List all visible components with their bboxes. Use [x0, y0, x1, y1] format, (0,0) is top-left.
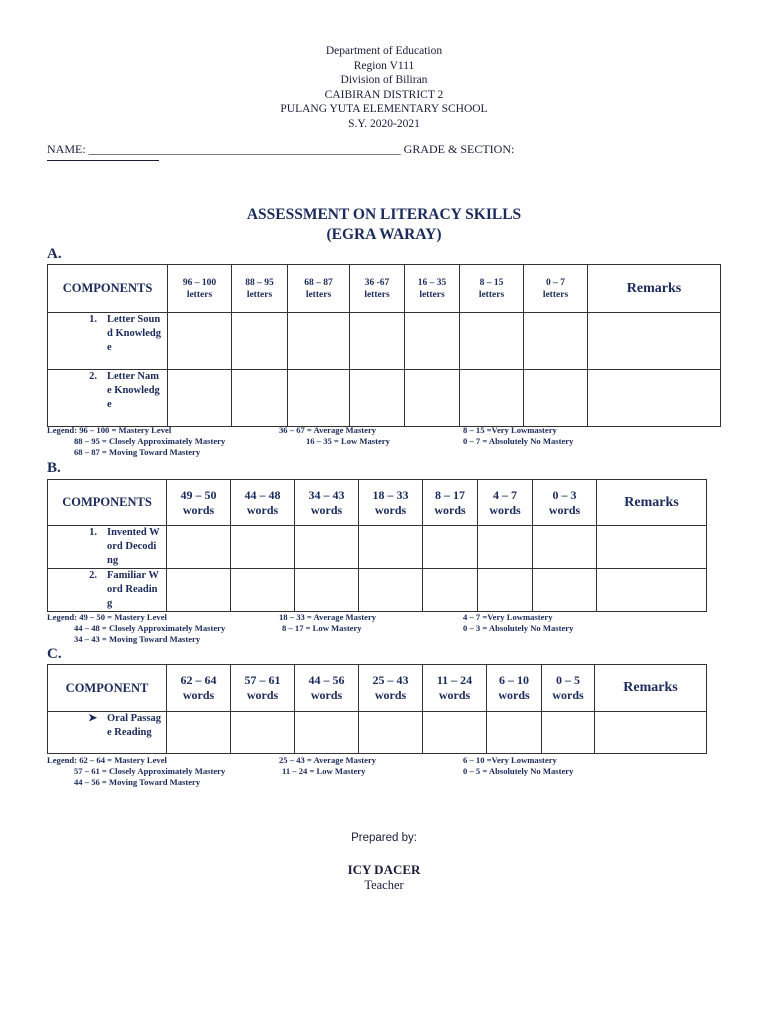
section-b-legend: Legend: 49 – 50 = Mastery Level 44 – 48 = Closely Approximately Mastery 34 – 43 = Moving Toward Mastery 18 – 33 = Average Mastery 8 – 17 = Low Mastery 4 – 7 =Very Lowmastery 0 – 3 = Absolutely No Mastery	[47, 612, 574, 644]
score-cell[interactable]	[231, 569, 295, 612]
score-cell[interactable]	[288, 370, 350, 427]
range-header: 34 – 43 words	[295, 480, 359, 526]
section-b-label: B.	[47, 460, 61, 476]
section-b-table	[47, 479, 707, 612]
district-line: CAIBIRAN DISTRICT 2	[324, 88, 444, 101]
range-header: 49 – 50 words	[167, 480, 231, 526]
range-header: 16 – 35 letters	[405, 265, 460, 313]
remarks-cell[interactable]	[588, 370, 721, 427]
score-cell[interactable]	[533, 526, 597, 569]
student-info-line	[47, 142, 514, 157]
score-cell[interactable]	[167, 712, 231, 754]
range-header: 44 – 56 words	[295, 665, 359, 712]
remarks-cell[interactable]	[588, 313, 721, 370]
score-cell[interactable]	[478, 569, 533, 612]
remarks-cell[interactable]	[597, 526, 707, 569]
component-cell: ➤ Oral Passage Reading	[48, 712, 167, 754]
component-header: COMPONENT	[48, 665, 167, 712]
score-cell[interactable]	[168, 313, 232, 370]
range-header: 57 – 61 words	[231, 665, 295, 712]
division-line: Division of Biliran	[340, 74, 428, 87]
remarks-cell[interactable]	[595, 712, 707, 754]
prepared-by-label: Prepared by:	[351, 832, 417, 844]
score-cell[interactable]	[524, 313, 588, 370]
range-header: 18 – 33 words	[359, 480, 423, 526]
score-cell[interactable]	[423, 712, 487, 754]
score-cell[interactable]	[295, 526, 359, 569]
score-cell[interactable]	[231, 712, 295, 754]
region-line: Region V111	[353, 59, 415, 72]
components-header: COMPONENTS	[48, 480, 167, 526]
score-cell[interactable]	[423, 569, 478, 612]
remarks-cell[interactable]	[597, 569, 707, 612]
component-cell: 2. Familiar Word Reading	[48, 569, 167, 612]
range-header: 88 – 95 letters	[232, 265, 288, 313]
table-row	[48, 526, 707, 569]
score-cell[interactable]	[295, 569, 359, 612]
score-cell[interactable]	[533, 569, 597, 612]
score-cell[interactable]	[232, 370, 288, 427]
range-header: 36 -67 letters	[350, 265, 405, 313]
table-row	[48, 313, 721, 370]
range-header: 0 – 7 letters	[524, 265, 588, 313]
remarks-header: Remarks	[588, 265, 721, 313]
grade-section-label: GRADE & SECTION:	[403, 142, 515, 156]
score-cell[interactable]	[231, 526, 295, 569]
school-name-line: PULANG YUTA ELEMENTARY SCHOOL	[280, 103, 488, 116]
school-header	[0, 44, 768, 132]
range-header: 6 – 10 words	[487, 665, 542, 712]
score-cell[interactable]	[350, 370, 405, 427]
section-c-legend: Legend: 62 – 64 = Mastery Level 57 – 61 = Closely Approximately Mastery 44 – 56 = Moving Toward Mastery 25 – 43 = Average Mastery 11 – 24 = Low Mastery 6 – 10 =Very Lowmastery 0 – 5 = Absolutely No Mastery	[47, 755, 574, 787]
table-row	[48, 370, 721, 427]
teacher-role: Teacher	[364, 878, 404, 892]
range-header: 0 – 5 words	[542, 665, 595, 712]
teacher-name: ICY DACER	[347, 862, 421, 877]
score-cell[interactable]	[232, 313, 288, 370]
range-header: 68 – 87 letters	[288, 265, 350, 313]
range-header: 0 – 3 words	[533, 480, 597, 526]
name-blank: ____________________________________________________	[88, 142, 401, 156]
score-cell[interactable]	[359, 526, 423, 569]
section-a-label: A.	[47, 246, 62, 262]
score-cell[interactable]	[350, 313, 405, 370]
name-label: NAME:	[47, 142, 86, 156]
component-cell: 1. Invented Word Decoding	[48, 526, 167, 569]
score-cell[interactable]	[487, 712, 542, 754]
score-cell[interactable]	[460, 313, 524, 370]
section-c-table	[47, 664, 707, 754]
range-header: 25 – 43 words	[359, 665, 423, 712]
table-row	[48, 569, 707, 612]
section-a-table	[47, 264, 721, 427]
range-header: 8 – 17 words	[423, 480, 478, 526]
range-header: 96 – 100 letters	[168, 265, 232, 313]
score-cell[interactable]	[167, 526, 231, 569]
arrow-bullet-icon: ➤	[88, 713, 97, 724]
range-header: 62 – 64 words	[167, 665, 231, 712]
score-cell[interactable]	[460, 370, 524, 427]
score-cell[interactable]	[405, 313, 460, 370]
score-cell[interactable]	[288, 313, 350, 370]
range-header: 11 – 24 words	[423, 665, 487, 712]
score-cell[interactable]	[359, 712, 423, 754]
section-a-header-row	[48, 265, 721, 313]
range-header: 4 – 7 words	[478, 480, 533, 526]
section-c-header-row	[48, 665, 707, 712]
score-cell[interactable]	[478, 526, 533, 569]
section-c-label: C.	[47, 646, 62, 662]
score-cell[interactable]	[524, 370, 588, 427]
remarks-header: Remarks	[597, 480, 707, 526]
score-cell[interactable]	[423, 526, 478, 569]
assessment-title: ASSESSMENT ON LITERACY SKILLS	[246, 206, 522, 223]
school-year-line: S.Y. 2020-2021	[348, 117, 420, 130]
range-header: 44 – 48 words	[231, 480, 295, 526]
score-cell[interactable]	[359, 569, 423, 612]
score-cell[interactable]	[168, 370, 232, 427]
section-a-legend: Legend: 96 – 100 = Mastery Level 88 – 95 = Closely Approximately Mastery 68 – 87 = Moving Toward Mastery 36 – 67 = Average Mastery 16 – 35 = Low Mastery 8 – 15 =Very Lowmastery 0 – 7 = Absolutely No Mastery	[47, 425, 574, 457]
component-cell: 2. Letter Name Knowledge	[48, 370, 168, 427]
assessment-subtitle: (EGRA WARAY)	[326, 226, 442, 243]
section-b-header-row	[48, 480, 707, 526]
remarks-header: Remarks	[595, 665, 707, 712]
department-line: Department of Education	[325, 45, 443, 57]
components-header: COMPONENTS	[48, 265, 168, 313]
score-cell[interactable]	[167, 569, 231, 612]
component-cell: 1. Letter Sound Knowledge	[48, 313, 168, 370]
score-cell[interactable]	[295, 712, 359, 754]
score-cell[interactable]	[405, 370, 460, 427]
table-row	[48, 712, 707, 754]
range-header: 8 – 15 letters	[460, 265, 524, 313]
score-cell[interactable]	[542, 712, 595, 754]
grade-section-blank	[47, 160, 159, 161]
